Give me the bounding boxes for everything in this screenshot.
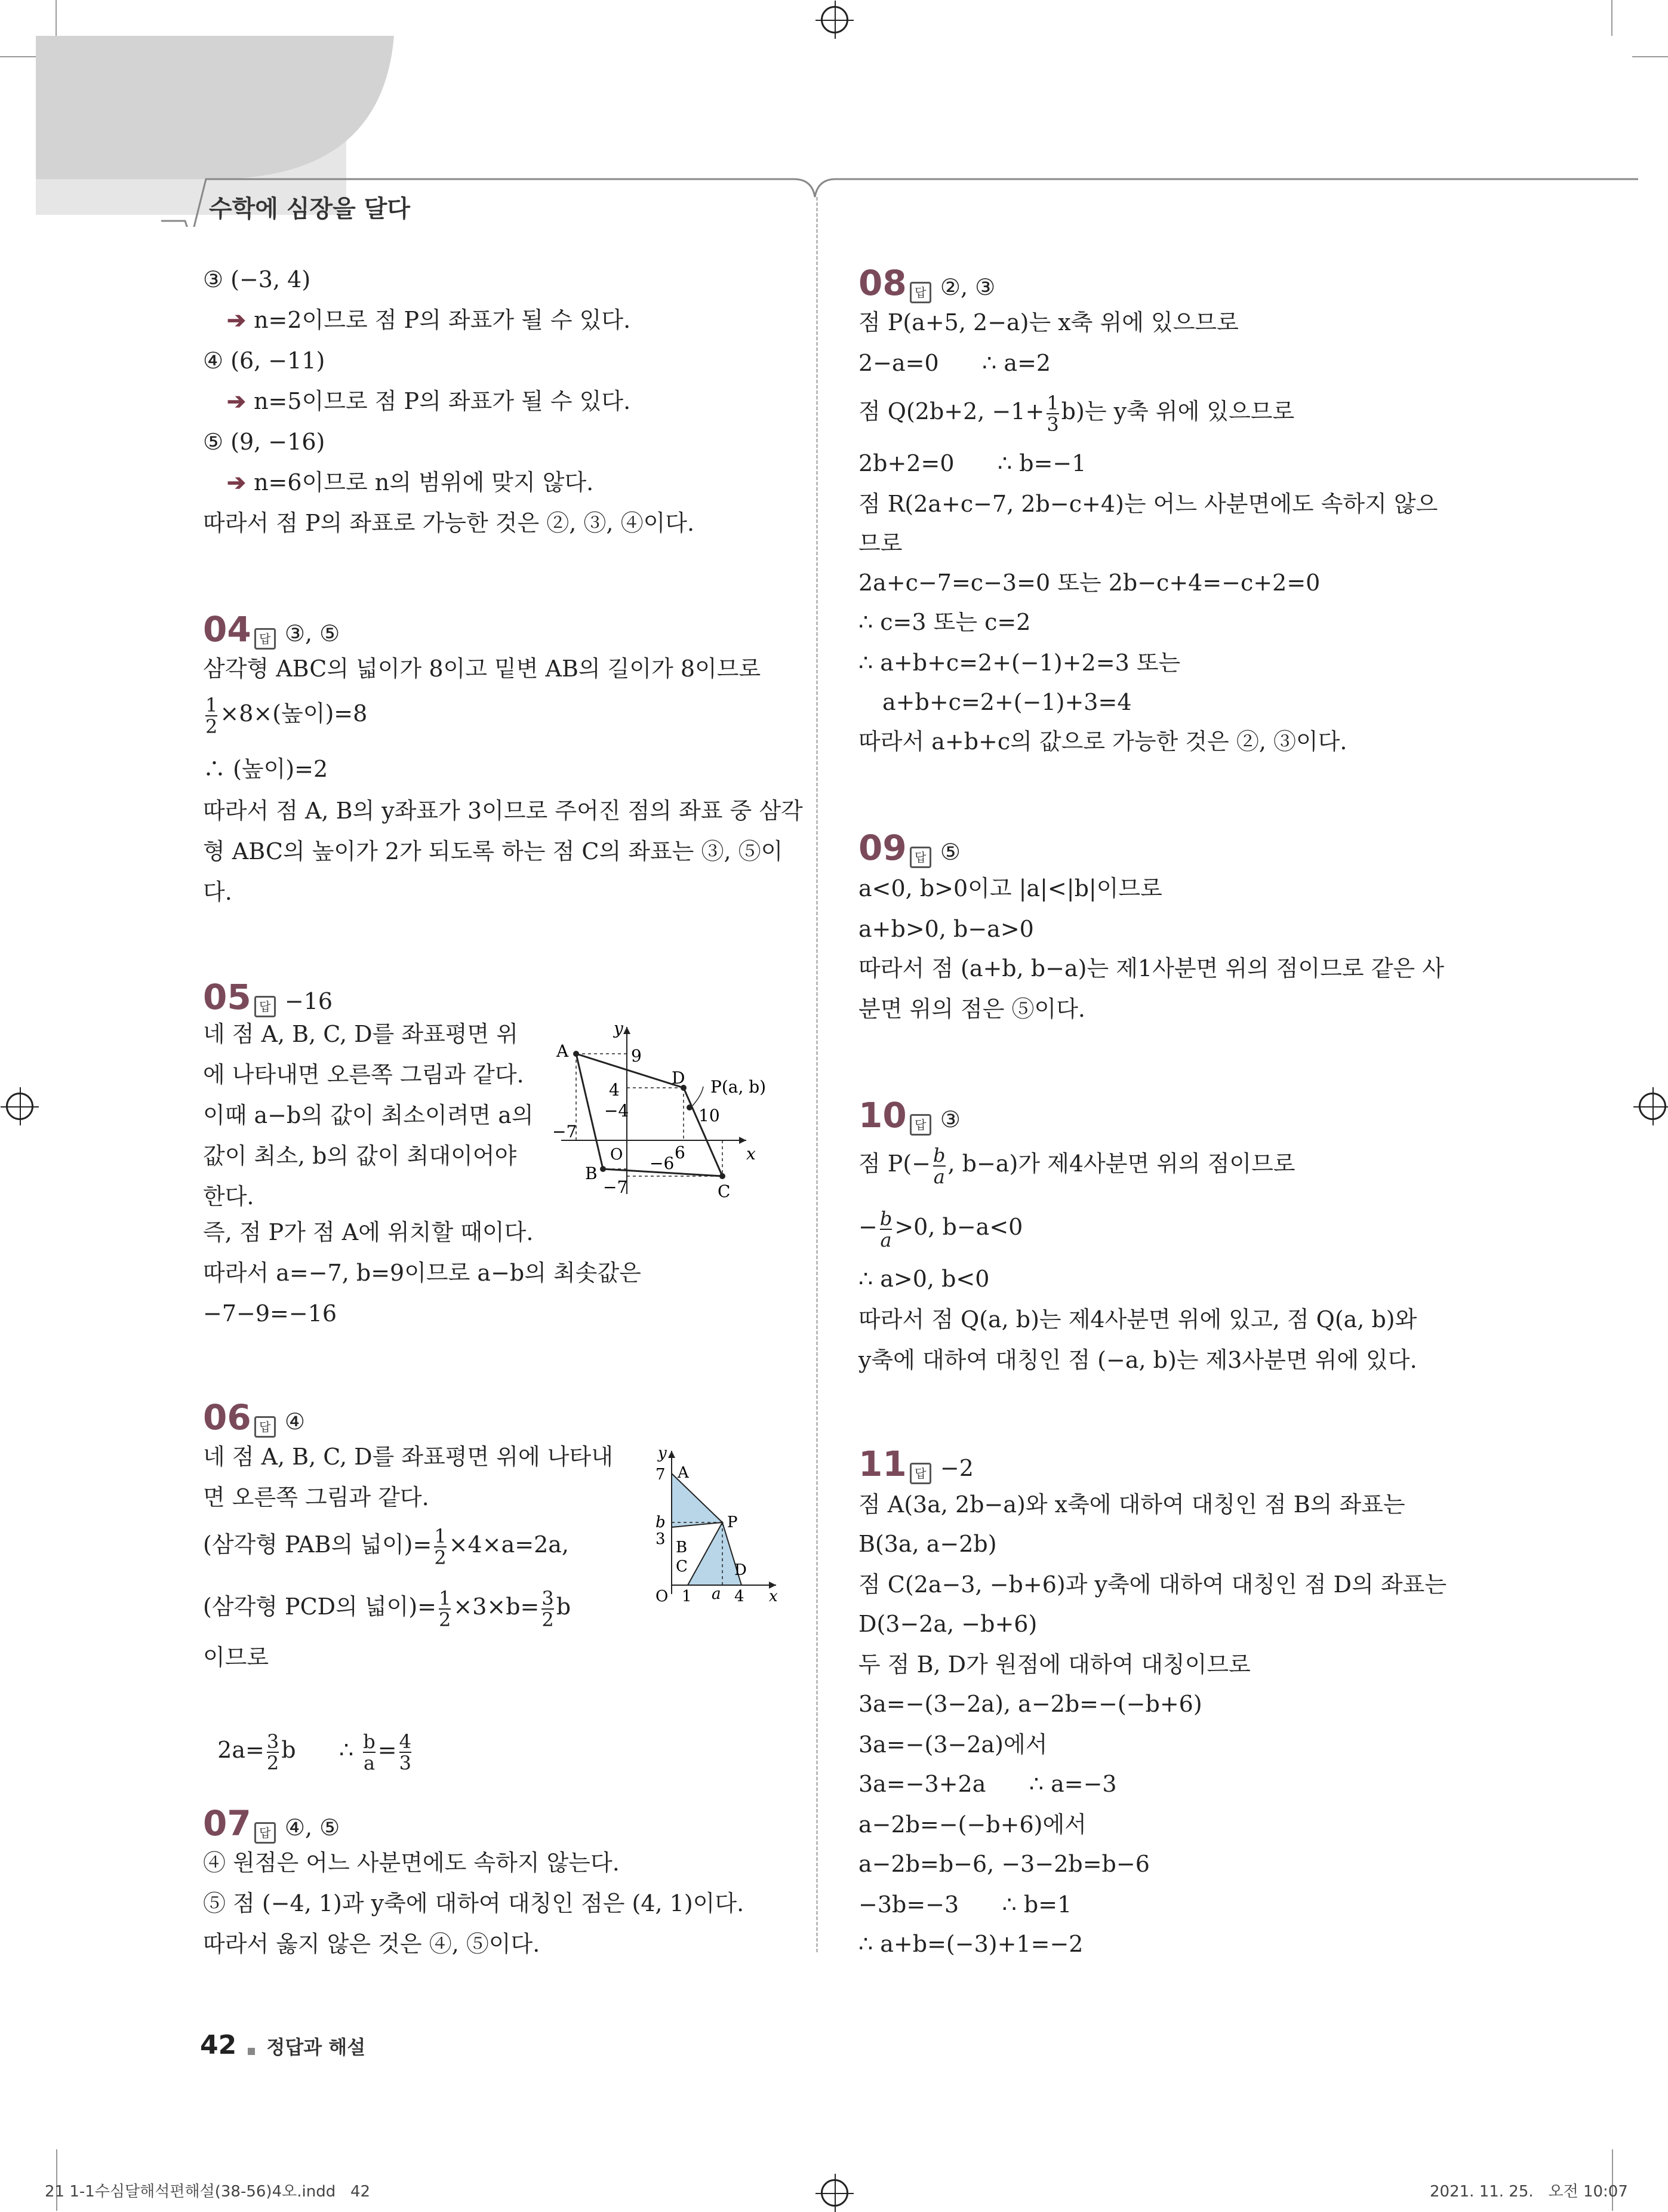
q11-line-12: ∴ a+b=(−3)+1=−2 (858, 1931, 1084, 1957)
fig06-label-A: A (678, 1464, 689, 1482)
q05-line-3: 이때 a−b의 값이 최소이려면 a의 (203, 1102, 534, 1128)
q11-line-5: 두 점 B, D가 원점에 대하여 대칭이므로 (858, 1651, 1251, 1678)
page-footer (200, 2030, 365, 2060)
fig05-label-C: C (718, 1182, 731, 1201)
q06-line-2: 면 오른쪽 그림과 같다. (203, 1484, 429, 1510)
q04-line-4: 따라서 점 A, B의 y좌표가 3이므로 주어진 점의 좌표 중 삼각 (203, 798, 803, 824)
q10-line-2: − $\frac{b}{a}$ >0, b−a<0 (858, 1207, 1023, 1251)
left-line-5: ⑤ (9, −16) (203, 429, 325, 455)
q06-line-1: 네 점 A, B, C, D를 좌표평면 위에 나타내 (203, 1444, 613, 1470)
q06-answer: ④ (284, 1408, 305, 1435)
fig06-tick-4: 4 (734, 1588, 744, 1605)
fig06-axis-x: x (769, 1588, 778, 1605)
q10-line-3: ∴ a>0, b<0 (858, 1266, 990, 1292)
q05-line-5: 한다. (203, 1183, 254, 1210)
fig05-label-D: D (672, 1068, 685, 1088)
fig05-tick-10: 10 (698, 1106, 720, 1125)
q11-header (858, 1444, 974, 1484)
q08-line-7: 2a+c−7=c−3=0 또는 2b−c+4=−c+2=0 (858, 570, 1321, 596)
q09-line-2: a+b>0, b−a>0 (858, 916, 1034, 942)
left-line-1: ③ (−3, 4) (203, 266, 311, 293)
q11-line-11: −3b=−3 ∴ b=1 (858, 1891, 1072, 1918)
q06-header (203, 1397, 305, 1438)
answer-icon: 답 (254, 628, 276, 650)
answer-icon: 답 (910, 1463, 931, 1484)
registration-mark-bottom (821, 2179, 848, 2207)
q11-line-8: 3a=−3+2a ∴ a=−3 (858, 1771, 1117, 1797)
fig06-tick-a: a (712, 1585, 721, 1603)
fig05-label-P: P(a, b) (710, 1077, 767, 1097)
fig05-tick-m7y: −7 (603, 1177, 628, 1197)
fig05-tick-6: 6 (675, 1143, 685, 1162)
q05-line-6: 즉, 점 P가 점 A에 위치할 때이다. (203, 1219, 534, 1245)
q08-line-9: ∴ a+b+c=2+(−1)+2=3 또는 (858, 650, 1181, 676)
q04-line-2: $\frac{1}{2}$ ×8×(높이)=8 (205, 693, 368, 738)
header-logo: 수학에 심장을 달다 (209, 195, 410, 223)
q10-line-4: 따라서 점 Q(a, b)는 제4사분면 위에 있고, 점 Q(a, b)와 (858, 1306, 1417, 1333)
q09-line-4: 분면 위의 점은 ⑤이다. (858, 996, 1085, 1022)
q04-line-1: 삼각형 ABC의 넓이가 8이고 밑변 AB의 길이가 8이므로 (203, 656, 761, 682)
q05-header (203, 977, 333, 1017)
q09-answer: ⑤ (940, 839, 961, 865)
q06-line-4: (삼각형 PCD의 넓이)= $\frac{1}{2}$ ×3×b= $\frac{3}{2}$ b (203, 1586, 571, 1631)
fig06-tick-b: b (655, 1513, 666, 1531)
registration-mark-left (6, 1093, 33, 1120)
column-divider (816, 197, 818, 1952)
footer-bullet (248, 2048, 255, 2055)
q08-line-2: 2−a=0 ∴ a=2 (858, 350, 1051, 376)
page-label: 정답과 해설 (266, 2036, 366, 2059)
q11-line-4: D(3−2a, −b+6) (858, 1611, 1038, 1637)
q09-number: 09 (858, 827, 907, 868)
fig05-tick-m4: −4 (604, 1101, 629, 1121)
q08-answer: ②, ③ (940, 274, 996, 300)
q10-line-1: 점 P(− $\frac{b}{a}$ , b−a)가 제4사분면 위의 점이므로 (858, 1143, 1295, 1188)
q11-answer: −2 (940, 1455, 974, 1481)
q08-line-8: ∴ c=3 또는 c=2 (858, 609, 1031, 635)
left-line-3: ④ (6, −11) (203, 347, 325, 374)
q07-answer: ④, ⑤ (284, 1814, 340, 1841)
answer-icon: 답 (254, 1822, 276, 1844)
fig05-tick-m7x: −7 (552, 1122, 577, 1142)
q05-line-2: 에 나타내면 오른쪽 그림과 같다. (203, 1062, 524, 1088)
q11-line-10: a−2b=b−6, −3−2b=b−6 (858, 1851, 1150, 1877)
page-number: 42 (200, 2030, 237, 2060)
q11-line-9: a−2b=−(−b+6)에서 (858, 1811, 1087, 1838)
fig06-label-B: B (676, 1539, 688, 1556)
q05-answer: −16 (284, 988, 333, 1014)
q04-number: 04 (203, 609, 251, 650)
q08-line-5: 점 R(2a+c−7, 2b−c+4)는 어느 사분면에도 속하지 않으 (858, 491, 1438, 517)
fig05-tick-9: 9 (631, 1046, 642, 1066)
left-line-2: ➔ n=2이므로 점 P의 좌표가 될 수 있다. (227, 306, 631, 333)
q07-line-3: 따라서 옳지 않은 것은 ④, ⑤이다. (203, 1931, 540, 1957)
q07-line-1: ④ 원점은 어느 사분면에도 속하지 않는다. (203, 1850, 620, 1876)
q10-line-5: y축에 대하여 대칭인 점 (−a, b)는 제3사분면 위에 있다. (858, 1347, 1417, 1373)
answer-icon: 답 (910, 1114, 931, 1136)
q08-line-11: 따라서 a+b+c의 값으로 가능한 것은 ②, ③이다. (858, 728, 1347, 755)
registration-mark-top (821, 6, 848, 33)
q06-line-3: (삼각형 PAB의 넓이)= $\frac{1}{2}$ ×4×a=2a, (203, 1524, 569, 1569)
fig05-axis-y: y (614, 1019, 623, 1038)
fig06-origin: O (655, 1588, 669, 1605)
q11-line-7: 3a=−(3−2a)에서 (858, 1731, 1048, 1758)
q05-line-4: 값이 최소, b의 값이 최대이어야 (203, 1143, 517, 1169)
answer-icon: 답 (910, 847, 931, 868)
q05-line-7: 따라서 a=−7, b=9이므로 a−b의 최솟값은 (203, 1260, 641, 1286)
left-line-4: ➔ n=5이므로 점 P의 좌표가 될 수 있다. (227, 387, 631, 414)
q06-number: 06 (203, 1397, 251, 1438)
q11-number: 11 (858, 1444, 907, 1484)
q07-number: 07 (203, 1803, 251, 1844)
q07-line-2: ⑤ 점 (−4, 1)과 y축에 대하여 대칭인 점은 (4, 1)이다. (203, 1890, 744, 1916)
q07-header (203, 1803, 340, 1844)
q04-line-3: ∴ (높이)=2 (203, 756, 328, 782)
q11-line-6: 3a=−(3−2a), a−2b=−(−b+6) (858, 1691, 1202, 1717)
q09-line-1: a<0, b>0이고 |a|<|b|이므로 (858, 875, 1162, 902)
q11-line-3: 점 C(2a−3, −b+6)과 y축에 대하여 대칭인 점 D의 좌표는 (858, 1571, 1447, 1598)
q09-line-3: 따라서 점 (a+b, b−a)는 제1사분면 위의 점이므로 같은 사 (858, 955, 1444, 982)
fig06-tick-1: 1 (682, 1588, 692, 1605)
left-line-7: 따라서 점 P의 좌표로 가능한 것은 ②, ③, ④이다. (203, 510, 695, 536)
fig05-label-A: A (556, 1041, 569, 1061)
fig06-label-C: C (676, 1558, 688, 1576)
registration-mark-right (1639, 1093, 1666, 1120)
q08-line-4: 2b+2=0 ∴ b=−1 (858, 450, 1087, 476)
answer-icon: 답 (254, 996, 276, 1017)
q05-number: 05 (203, 977, 251, 1017)
fig05-tick-4: 4 (609, 1080, 620, 1100)
fig05-tick-m6: −6 (650, 1153, 675, 1173)
q05-line-1: 네 점 A, B, C, D를 좌표평면 위 (203, 1021, 519, 1047)
q04-line-5: 형 ABC의 높이가 2가 되도록 하는 점 C의 좌표는 ③, ⑤이 (203, 838, 783, 865)
q08-line-1: 점 P(a+5, 2−a)는 x축 위에 있으므로 (858, 309, 1239, 336)
left-line-6: ➔ n=6이므로 n의 범위에 맞지 않다. (227, 469, 594, 496)
fig05-label-B: B (585, 1164, 598, 1183)
q04-header (203, 609, 340, 650)
q08-number: 08 (858, 263, 907, 303)
q11-line-2: B(3a, a−2b) (858, 1531, 997, 1557)
q04-answer: ③, ⑤ (284, 620, 340, 647)
q11-line-1: 점 A(3a, 2b−a)와 x축에 대하여 대칭인 점 B의 좌표는 (858, 1491, 1405, 1518)
q08-header (858, 263, 995, 303)
answer-icon: 답 (254, 1416, 276, 1438)
q10-number: 10 (858, 1095, 907, 1136)
fig06-label-D: D (734, 1561, 747, 1579)
q10-answer: ③ (940, 1106, 961, 1133)
fig05-origin: O (610, 1146, 623, 1164)
q10-header (858, 1095, 961, 1136)
q08-line-6: 므로 (858, 530, 903, 556)
fig06-axis-y: y (658, 1444, 667, 1462)
q09-header (858, 827, 961, 868)
fig05-axis-x: x (746, 1144, 756, 1164)
q06-line-5: 이므로 (203, 1644, 269, 1670)
q08-line-3: 점 Q(2b+2, −1+ $\frac{1}{3}$ b)는 y축 위에 있으므로 (858, 391, 1295, 436)
q05-line-8: −7−9=−16 (203, 1300, 337, 1327)
fig06-tick-3: 3 (655, 1530, 666, 1548)
q05-coordinate-figure (549, 1015, 788, 1206)
footer-filename: 21 1-1수심달해석편해설(38-56)4오.indd 42 (45, 2183, 371, 2201)
q04-line-6: 다. (203, 879, 232, 905)
answer-icon: 답 (910, 282, 931, 303)
q06-line-6: 2a= $\frac{3}{2}$ b ∴ $\frac{b}{a}$ = $\frac{4}{3}$ (217, 1730, 411, 1774)
fig06-label-P: P (727, 1513, 738, 1531)
fig06-tick-7: 7 (655, 1466, 666, 1484)
q08-line-10: a+b+c=2+(−1)+3=4 (882, 689, 1132, 715)
footer-date: 2021. 11. 25. 오전 10:07 (1430, 2183, 1628, 2201)
q06-coordinate-figure (645, 1439, 788, 1618)
